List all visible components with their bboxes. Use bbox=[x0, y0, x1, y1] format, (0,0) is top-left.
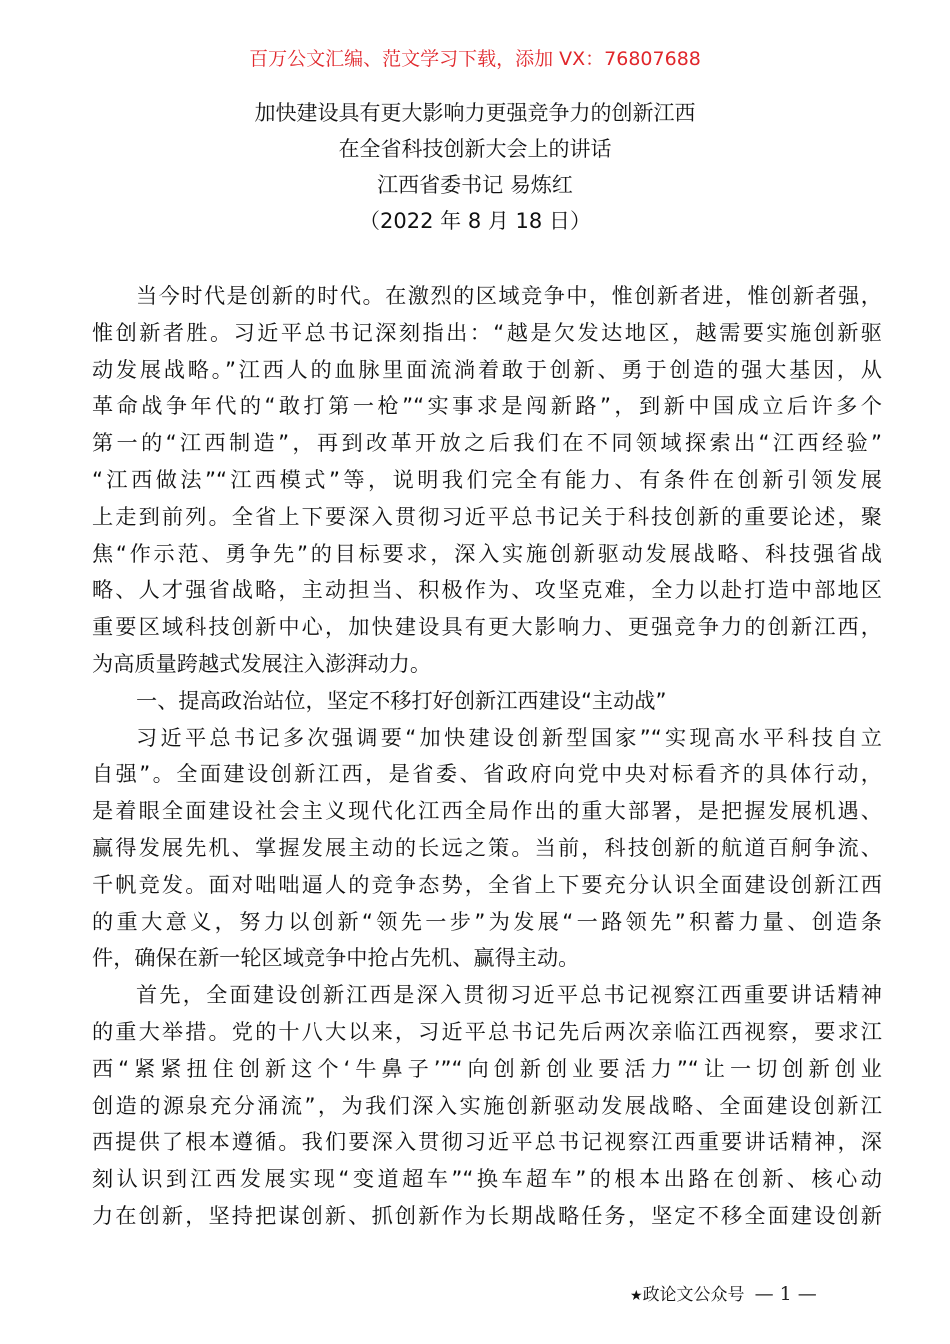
footer-source: 政论文公众号 bbox=[642, 1285, 745, 1305]
body-line: “江西做法”“江西模式”等，说明我们完全有能力、有条件在创新引领发展 bbox=[92, 466, 882, 492]
body-line: 的重大意义，努力以创新“领先一步”为发展“一路领先”积蓄力量、创造条 bbox=[92, 908, 882, 934]
document-date: （2022 年 8 月 18 日） bbox=[359, 209, 591, 233]
section-heading: 一、提高政治站位，坚定不移打好创新江西建设“主动战” bbox=[136, 687, 667, 713]
body-line: 创造的源泉充分涌流”，为我们深入实施创新驱动发展战略、全面建设创新江 bbox=[92, 1092, 882, 1118]
body-line: 赢得发展先机、掌握发展主动的长远之策。当前，科技创新的航道百舸争流、 bbox=[92, 834, 882, 860]
body-line: 焦“作示范、勇争先”的目标要求，深入实施创新驱动发展战略、科技强省战 bbox=[92, 540, 882, 566]
body-line: 力在创新，坚持把谋创新、抓创新作为长期战略任务，坚定不移全面建设创新 bbox=[92, 1202, 882, 1228]
document-title: 加快建设具有更大影响力更强竞争力的创新江西 bbox=[254, 101, 696, 125]
watermark-banner: 百万公文汇编、范文学习下载，添加 VX：76807688 bbox=[249, 48, 701, 70]
body-line: 是着眼全面建设社会主义现代化江西全局作出的重大部署，是把握发展机遇、 bbox=[92, 798, 882, 824]
body-line: 西提供了根本遵循。我们要深入贯彻习近平总书记视察江西重要讲话精神，深 bbox=[92, 1129, 882, 1155]
page-footer bbox=[630, 1282, 817, 1308]
body-line: 略、人才强省战略，主动担当、积极作为、攻坚克难，全力以赴打造中部地区 bbox=[92, 577, 882, 603]
body-line: 惟创新者胜。习近平总书记深刻指出：“越是欠发达地区，越需要实施创新驱 bbox=[92, 319, 882, 345]
page-number: — 1 — bbox=[754, 1283, 817, 1305]
document-author: 江西省委书记 易炼红 bbox=[377, 173, 573, 197]
body-line: 首先，全面建设创新江西是深入贯彻习近平总书记视察江西重要讲话精神 bbox=[136, 982, 882, 1008]
body-line: 为高质量跨越式发展注入澎湃动力。 bbox=[92, 650, 432, 676]
body-line: 习近平总书记多次强调要“加快建设创新型国家”“实现高水平科技自立 bbox=[136, 724, 882, 750]
body-line: 自强”。全面建设创新江西，是省委、省政府向党中央对标看齐的具体行动， bbox=[92, 761, 882, 787]
body-line: 动发展战略。”江西人的血脉里面流淌着敢于创新、勇于创造的强大基因，从 bbox=[92, 356, 882, 382]
body-line: 刻认识到江西发展实现“变道超车”“换车超车”的根本出路在创新、核心动 bbox=[92, 1166, 882, 1192]
body-line: 上走到前列。全省上下要深入贯彻习近平总书记关于科技创新的重要论述，聚 bbox=[92, 503, 882, 529]
body-line: 件，确保在新一轮区域竞争中抢占先机、赢得主动。 bbox=[92, 945, 580, 971]
body-line: 当今时代是创新的时代。在激烈的区域竞争中，惟创新者进，惟创新者强， bbox=[136, 283, 882, 308]
body-line: 的重大举措。党的十八大以来，习近平总书记先后两次亲临江西视察，要求江 bbox=[92, 1018, 882, 1044]
star-icon: ★ bbox=[630, 1288, 643, 1304]
body-line: 第一的“江西制造”，再到改革开放之后我们在不同领域探索出“江西经验” bbox=[92, 430, 882, 456]
body-line: 重要区域科技创新中心，加快建设具有更大影响力、更强竞争力的创新江西， bbox=[92, 614, 882, 640]
body-line: 革命战争年代的“敢打第一枪”“实事求是闯新路”，到新中国成立后许多个 bbox=[92, 393, 882, 419]
body-line: 西“紧紧扭住创新这个‘牛鼻子’”“向创新创业要活力”“让一切创新创业 bbox=[92, 1055, 882, 1081]
document-subtitle: 在全省科技创新大会上的讲话 bbox=[338, 137, 612, 161]
document-body bbox=[92, 278, 882, 1235]
body-line: 千帆竞发。面对咄咄逼人的竞争态势，全省上下要充分认识全面建设创新江西 bbox=[92, 871, 882, 897]
